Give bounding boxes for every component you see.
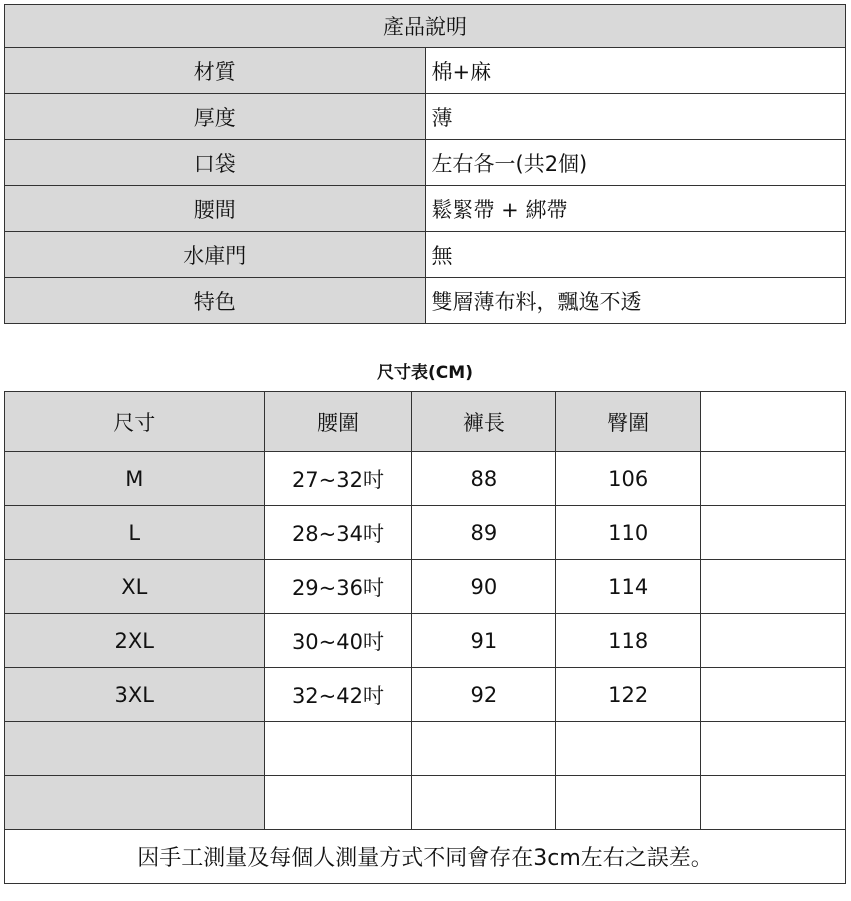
table-row: [5, 614, 846, 668]
description-row: [5, 232, 846, 278]
hip-cell: 118: [556, 614, 701, 668]
hip-cell: 110: [556, 506, 701, 560]
size-cell: M: [5, 452, 265, 506]
product-description-table: [4, 4, 846, 324]
waist-cell: 27~32吋: [264, 452, 412, 506]
table-row: [5, 452, 846, 506]
size-cell: [5, 722, 265, 776]
empty-cell: [701, 668, 846, 722]
description-value: 棉+麻: [425, 48, 846, 94]
waist-cell: [264, 776, 412, 830]
description-value: 雙層薄布料，飄逸不透: [425, 278, 846, 324]
empty-cell: [701, 560, 846, 614]
size-cell: [5, 776, 265, 830]
waist-cell: 28~34吋: [264, 506, 412, 560]
length-cell: [412, 722, 556, 776]
waist-cell: 32~42吋: [264, 668, 412, 722]
size-cell: 3XL: [5, 668, 265, 722]
table-row: [5, 776, 846, 830]
hip-cell: [556, 776, 701, 830]
size-cell: L: [5, 506, 265, 560]
description-row: [5, 94, 846, 140]
description-label: 口袋: [5, 140, 426, 186]
description-label: 特色: [5, 278, 426, 324]
description-title: 產品說明: [5, 5, 846, 48]
measurement-note: 因手工測量及每個人測量方式不同會存在3cm左右之誤差。: [5, 830, 846, 884]
size-chart-header-row: [5, 392, 846, 452]
description-row: [5, 140, 846, 186]
column-header-waist: 腰圍: [264, 392, 412, 452]
length-cell: 92: [412, 668, 556, 722]
length-cell: 90: [412, 560, 556, 614]
description-label: 腰間: [5, 186, 426, 232]
description-value: 無: [425, 232, 846, 278]
description-value: 左右各一(共2個): [425, 140, 846, 186]
empty-cell: [701, 506, 846, 560]
length-cell: 88: [412, 452, 556, 506]
table-row: [5, 668, 846, 722]
column-header-size: 尺寸: [5, 392, 265, 452]
measurement-note-row: [5, 830, 846, 884]
hip-cell: 114: [556, 560, 701, 614]
table-row: [5, 560, 846, 614]
hip-cell: 106: [556, 452, 701, 506]
size-chart-title: 尺寸表(CM): [377, 363, 473, 383]
description-value: 鬆緊帶 + 綁帶: [425, 186, 846, 232]
column-header-hip: 臀圍: [556, 392, 701, 452]
column-header-empty: [701, 392, 846, 452]
size-chart-table: [4, 391, 846, 884]
length-cell: [412, 776, 556, 830]
size-cell: XL: [5, 560, 265, 614]
description-row: [5, 48, 846, 94]
description-label: 水庫門: [5, 232, 426, 278]
hip-cell: [556, 722, 701, 776]
description-label: 厚度: [5, 94, 426, 140]
table-row: [5, 506, 846, 560]
waist-cell: 30~40吋: [264, 614, 412, 668]
column-header-length: 褲長: [412, 392, 556, 452]
empty-cell: [701, 452, 846, 506]
length-cell: 91: [412, 614, 556, 668]
waist-cell: 29~36吋: [264, 560, 412, 614]
description-label: 材質: [5, 48, 426, 94]
empty-cell: [701, 722, 846, 776]
empty-cell: [701, 614, 846, 668]
hip-cell: 122: [556, 668, 701, 722]
length-cell: 89: [412, 506, 556, 560]
table-row: [5, 722, 846, 776]
empty-cell: [701, 776, 846, 830]
description-row: [5, 186, 846, 232]
size-cell: 2XL: [5, 614, 265, 668]
description-row: [5, 278, 846, 324]
waist-cell: [264, 722, 412, 776]
description-value: 薄: [425, 94, 846, 140]
